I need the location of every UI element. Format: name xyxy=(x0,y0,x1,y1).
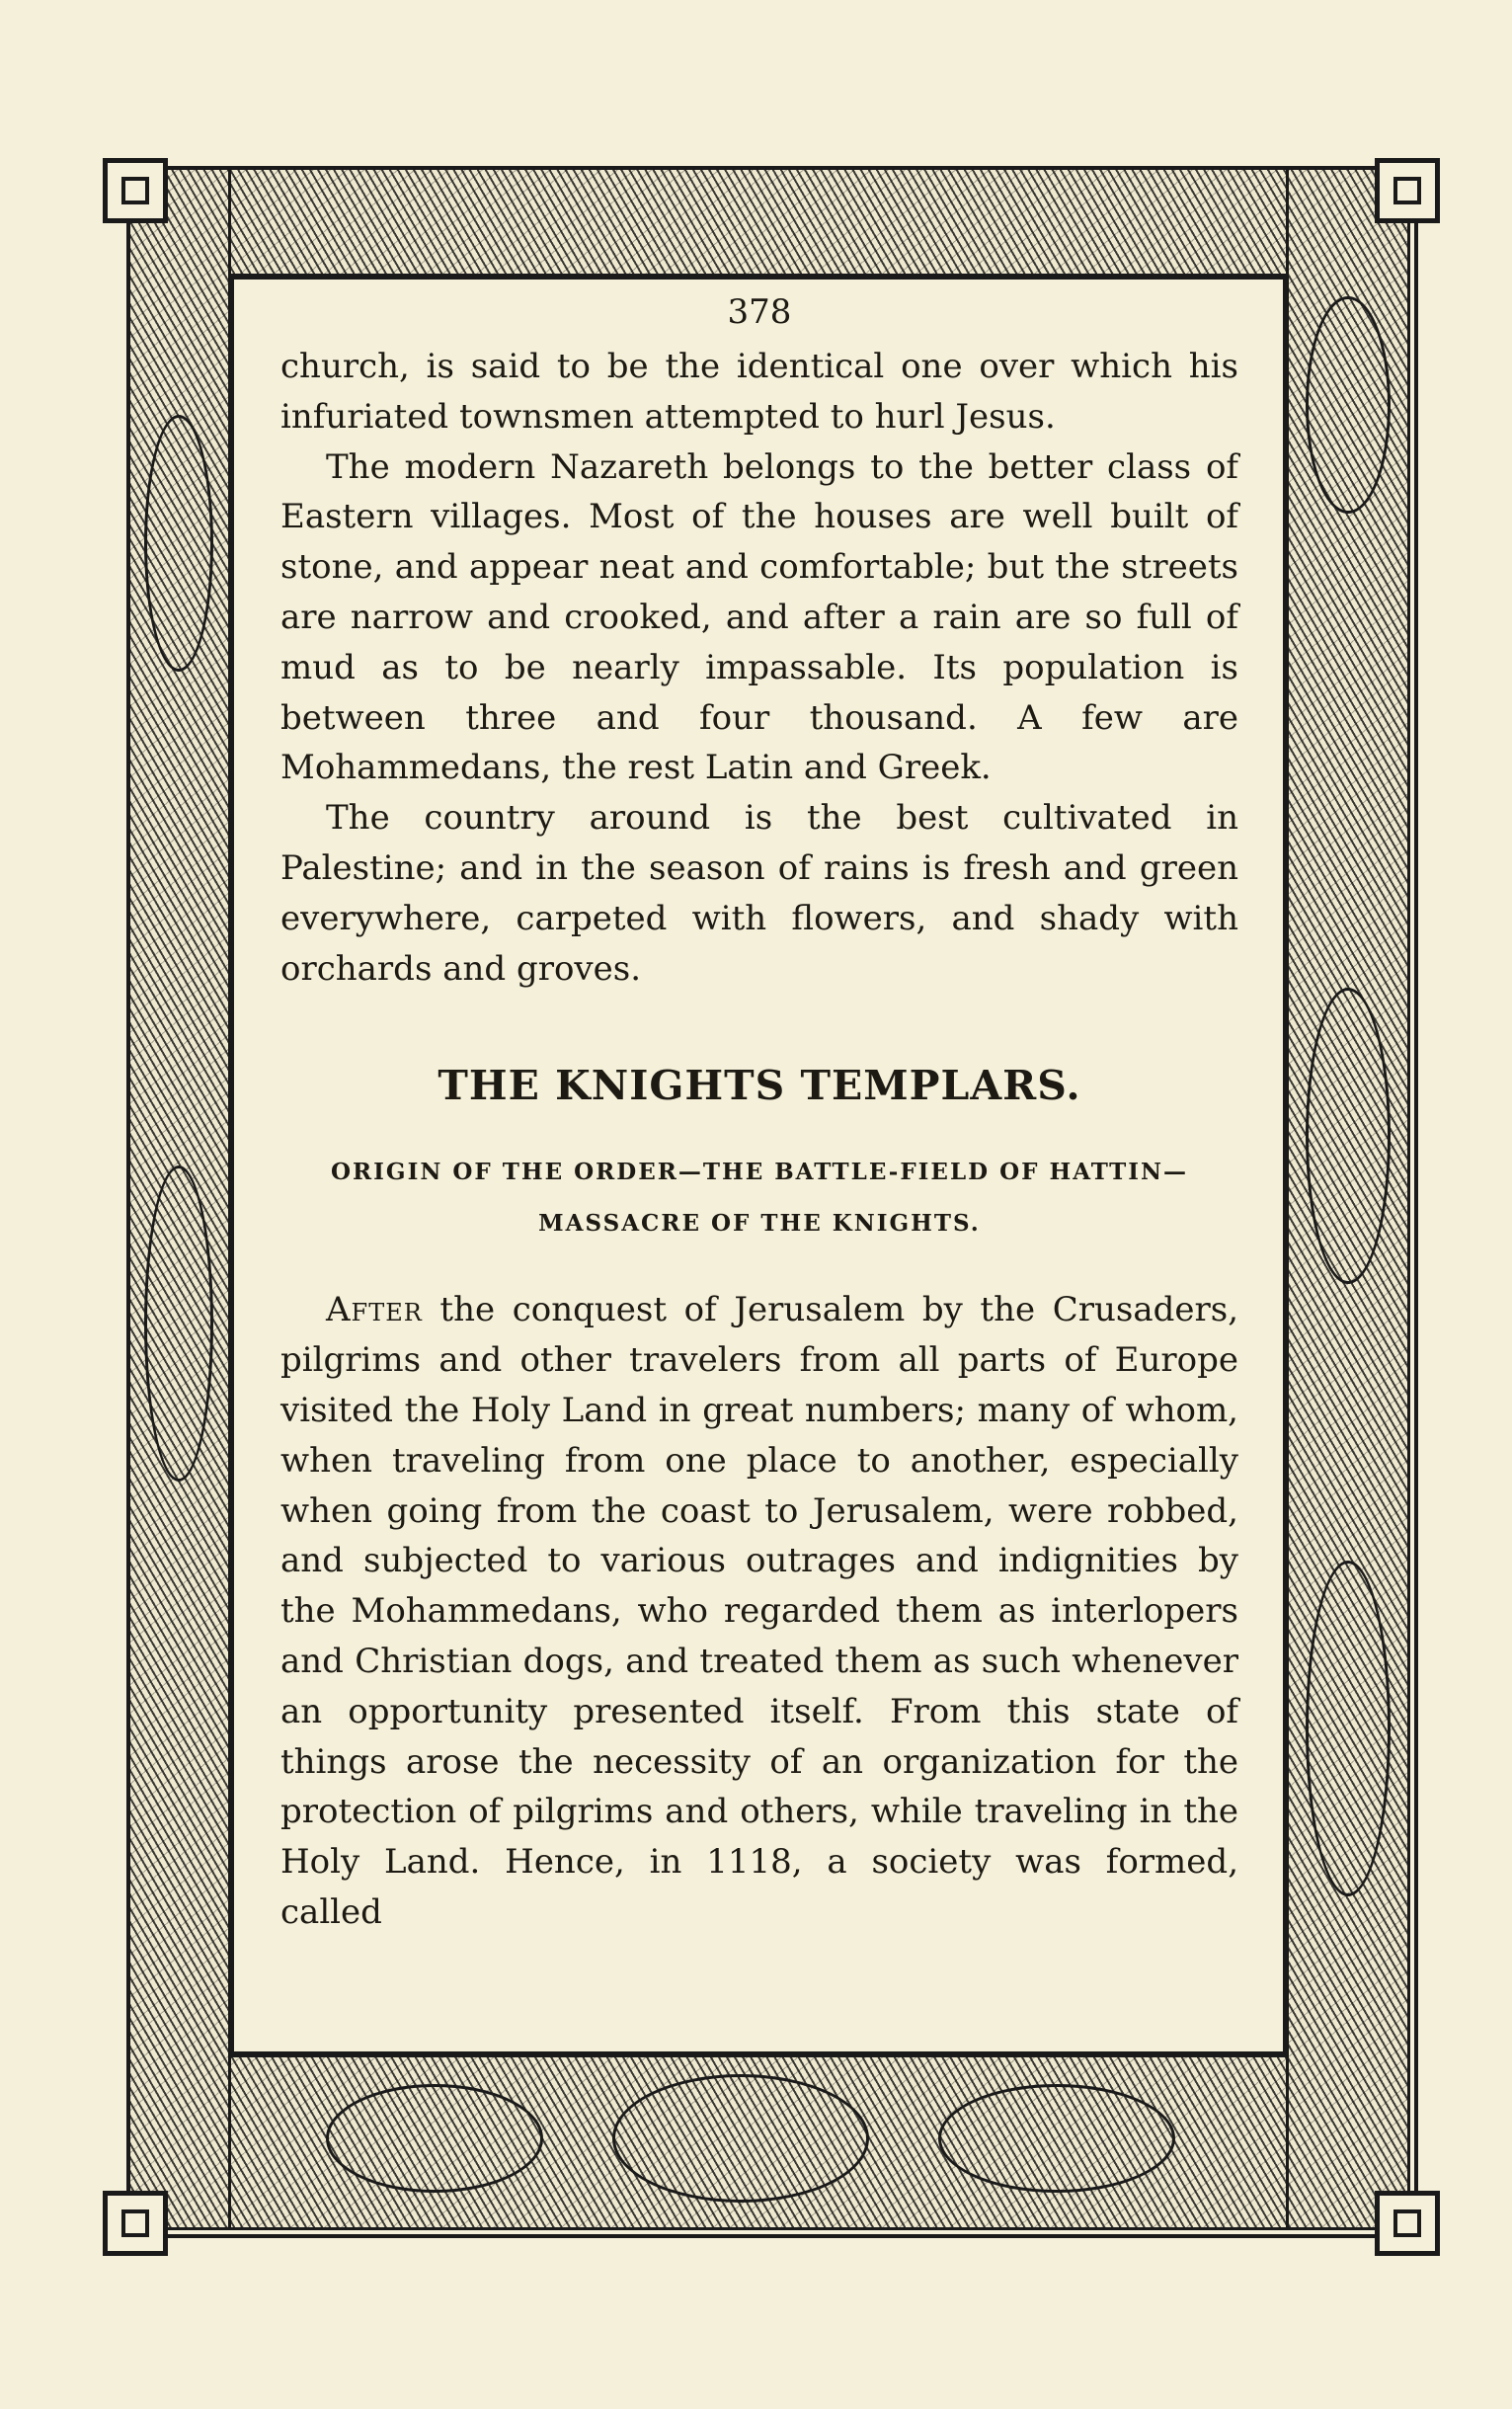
border-knot-ornament xyxy=(1306,1561,1391,1896)
border-knot-ornament xyxy=(612,2074,869,2203)
paragraph xyxy=(280,1285,1238,1937)
border-knot-ornament xyxy=(326,2084,543,2193)
page-text xyxy=(280,292,1238,1938)
page-number: 378 xyxy=(727,292,792,332)
border-corner-ornament xyxy=(103,2191,168,2256)
paragraph: church, is said to be the identical one over which his infuriated townsmen attempted to hurl Jesus. xyxy=(280,347,1238,437)
border-corner-ornament xyxy=(103,158,168,223)
paragraph-lead-word: After xyxy=(326,1290,423,1330)
border-knot-ornament xyxy=(1306,296,1391,514)
section-title: THE KNIGHTS TEMPLARS. xyxy=(438,1062,1081,1110)
border-corner-ornament xyxy=(1375,2191,1440,2256)
border-knot-ornament xyxy=(144,415,213,672)
spacer xyxy=(280,1249,1238,1285)
section-subheading: MASSACRE OF THE KNIGHTS. xyxy=(538,1210,981,1238)
paragraph: The country around is the best cultivated in Palestine; and in the season of rains is fresh and green everywhere, carpeted with flowers, and shady with orchards and groves. xyxy=(280,798,1238,989)
paragraph: The modern Nazareth belongs to the better class of Eastern villages. Most of the houses are well built of stone, and appear neat and comfortable; but the streets are narrow and crooked, and after a rain are so full of mud as to be nearly impassable. Its population is between three and four thousand. A few are Mohammedans, the rest Latin and Greek. xyxy=(280,446,1238,788)
paragraph-body: the conquest of Jerusalem by the Crusaders, pilgrims and other travelers from all parts of Europe visited the Holy Land in great numbers; many of whom, when traveling from one place to another, especially when going from the coast to Jerusalem, were robbed, and subjected to various outrages and indignities by the Mohammedans, who regarded them as interlopers and Christian dogs, and treated them as such whenever an opportunity presented itself. From this state of things arose the necessity of an organization for the protection of pilgrims and others, while traveling in the Holy Land. Hence, in 1118, a society was formed, called xyxy=(280,1290,1238,1932)
border-knot-ornament xyxy=(144,1165,213,1482)
section-subheading: ORIGIN OF THE ORDER—THE BATTLE-FIELD OF HATTIN— xyxy=(331,1159,1188,1186)
border-corner-ornament xyxy=(1375,158,1440,223)
border-knot-ornament xyxy=(1306,988,1391,1284)
border-knot-ornament xyxy=(938,2084,1175,2193)
